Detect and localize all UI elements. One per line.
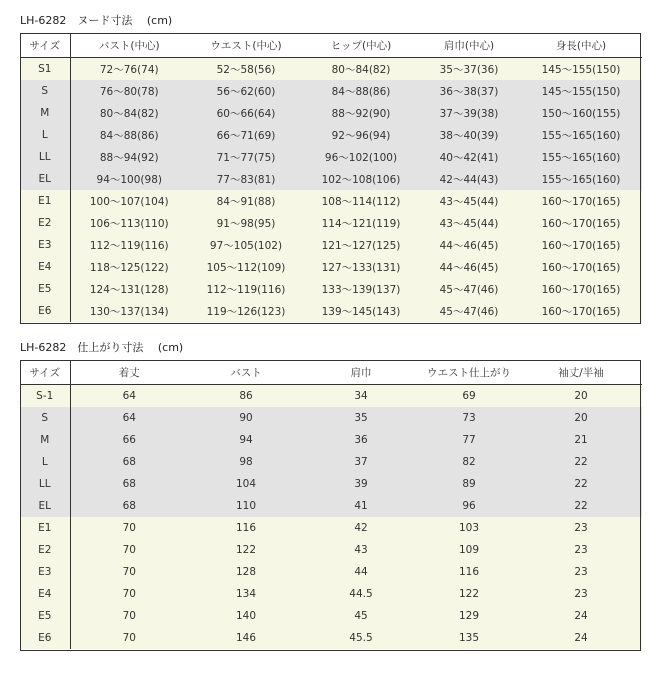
table-row bbox=[20, 278, 642, 300]
size-cell: M bbox=[20, 102, 70, 124]
column-header: 袖丈/半袖 bbox=[520, 360, 642, 385]
value-cell: 44〜46(45) bbox=[418, 256, 520, 278]
finished-size-table bbox=[20, 360, 642, 649]
value-cell: 70 bbox=[70, 517, 188, 539]
value-cell: 77〜83(81) bbox=[188, 168, 304, 190]
value-cell: 45 bbox=[304, 605, 418, 627]
value-cell: 106〜113(110) bbox=[70, 212, 188, 234]
value-cell: 37 bbox=[304, 451, 418, 473]
value-cell: 39 bbox=[304, 473, 418, 495]
value-cell: 108〜114(112) bbox=[304, 190, 418, 212]
column-header: ウエスト(中心) bbox=[188, 33, 304, 58]
size-cell: L bbox=[20, 451, 70, 473]
value-cell: 135 bbox=[418, 627, 520, 649]
value-cell: 24 bbox=[520, 627, 642, 649]
value-cell: 23 bbox=[520, 539, 642, 561]
column-header: バスト(中心) bbox=[70, 33, 188, 58]
value-cell: 97〜105(102) bbox=[188, 234, 304, 256]
value-cell: 66 bbox=[70, 429, 188, 451]
table-row bbox=[20, 102, 642, 124]
value-cell: 23 bbox=[520, 517, 642, 539]
value-cell: 160〜170(165) bbox=[520, 190, 642, 212]
size-cell: E3 bbox=[20, 561, 70, 583]
value-cell: 96 bbox=[418, 495, 520, 517]
value-cell: 43〜45(44) bbox=[418, 212, 520, 234]
value-cell: 128 bbox=[188, 561, 304, 583]
value-cell: 130〜137(134) bbox=[70, 300, 188, 322]
size-column-header: サイズ bbox=[20, 360, 70, 385]
value-cell: 127〜133(131) bbox=[304, 256, 418, 278]
value-cell: 104 bbox=[188, 473, 304, 495]
table-row bbox=[20, 451, 642, 473]
value-cell: 21 bbox=[520, 429, 642, 451]
value-cell: 56〜62(60) bbox=[188, 80, 304, 102]
size-cell: LL bbox=[20, 473, 70, 495]
value-cell: 43〜45(44) bbox=[418, 190, 520, 212]
value-cell: 22 bbox=[520, 473, 642, 495]
value-cell: 68 bbox=[70, 495, 188, 517]
size-cell: M bbox=[20, 429, 70, 451]
size-cell: S-1 bbox=[20, 385, 70, 408]
value-cell: 43 bbox=[304, 539, 418, 561]
value-cell: 68 bbox=[70, 451, 188, 473]
value-cell: 60〜66(64) bbox=[188, 102, 304, 124]
size-cell: E1 bbox=[20, 190, 70, 212]
value-cell: 42 bbox=[304, 517, 418, 539]
value-cell: 23 bbox=[520, 561, 642, 583]
value-cell: 84〜88(86) bbox=[304, 80, 418, 102]
value-cell: 129 bbox=[418, 605, 520, 627]
value-cell: 100〜107(104) bbox=[70, 190, 188, 212]
size-cell: EL bbox=[20, 168, 70, 190]
table-row bbox=[20, 212, 642, 234]
value-cell: 105〜112(109) bbox=[188, 256, 304, 278]
value-cell: 119〜126(123) bbox=[188, 300, 304, 322]
value-cell: 122 bbox=[188, 539, 304, 561]
size-cell: S bbox=[20, 407, 70, 429]
value-cell: 64 bbox=[70, 407, 188, 429]
table-row bbox=[20, 605, 642, 627]
value-cell: 42〜44(43) bbox=[418, 168, 520, 190]
column-header: 着丈 bbox=[70, 360, 188, 385]
value-cell: 35〜37(36) bbox=[418, 58, 520, 81]
value-cell: 36 bbox=[304, 429, 418, 451]
value-cell: 160〜170(165) bbox=[520, 212, 642, 234]
value-cell: 70 bbox=[70, 561, 188, 583]
value-cell: 41 bbox=[304, 495, 418, 517]
table-row bbox=[20, 385, 642, 408]
value-cell: 40〜42(41) bbox=[418, 146, 520, 168]
value-cell: 45.5 bbox=[304, 627, 418, 649]
table-row bbox=[20, 234, 642, 256]
value-cell: 23 bbox=[520, 583, 642, 605]
value-cell: 45〜47(46) bbox=[418, 300, 520, 322]
table-row bbox=[20, 124, 642, 146]
value-cell: 64 bbox=[70, 385, 188, 408]
size-cell: E4 bbox=[20, 256, 70, 278]
value-cell: 22 bbox=[520, 451, 642, 473]
value-cell: 102〜108(106) bbox=[304, 168, 418, 190]
value-cell: 139〜145(143) bbox=[304, 300, 418, 322]
value-cell: 88〜92(90) bbox=[304, 102, 418, 124]
value-cell: 69 bbox=[418, 385, 520, 408]
table-header-row bbox=[20, 360, 642, 385]
value-cell: 103 bbox=[418, 517, 520, 539]
size-cell: E5 bbox=[20, 605, 70, 627]
value-cell: 160〜170(165) bbox=[520, 278, 642, 300]
size-cell: E4 bbox=[20, 583, 70, 605]
nude-size-table bbox=[20, 33, 642, 322]
table-row bbox=[20, 627, 642, 649]
value-cell: 112〜119(116) bbox=[70, 234, 188, 256]
value-cell: 160〜170(165) bbox=[520, 234, 642, 256]
table-row bbox=[20, 168, 642, 190]
value-cell: 73 bbox=[418, 407, 520, 429]
value-cell: 92〜96(94) bbox=[304, 124, 418, 146]
value-cell: 72〜76(74) bbox=[70, 58, 188, 81]
column-header: バスト bbox=[188, 360, 304, 385]
table-row bbox=[20, 495, 642, 517]
value-cell: 91〜98(95) bbox=[188, 212, 304, 234]
value-cell: 70 bbox=[70, 605, 188, 627]
column-header: ウエスト仕上がり bbox=[418, 360, 520, 385]
value-cell: 36〜38(37) bbox=[418, 80, 520, 102]
value-cell: 52〜58(56) bbox=[188, 58, 304, 81]
value-cell: 77 bbox=[418, 429, 520, 451]
size-cell: LL bbox=[20, 146, 70, 168]
value-cell: 70 bbox=[70, 583, 188, 605]
size-column-header: サイズ bbox=[20, 33, 70, 58]
value-cell: 98 bbox=[188, 451, 304, 473]
value-cell: 121〜127(125) bbox=[304, 234, 418, 256]
value-cell: 145〜155(150) bbox=[520, 58, 642, 81]
value-cell: 44 bbox=[304, 561, 418, 583]
value-cell: 44〜46(45) bbox=[418, 234, 520, 256]
table-row bbox=[20, 80, 642, 102]
value-cell: 44.5 bbox=[304, 583, 418, 605]
table-row bbox=[20, 539, 642, 561]
value-cell: 109 bbox=[418, 539, 520, 561]
value-cell: 68 bbox=[70, 473, 188, 495]
value-cell: 114〜121(119) bbox=[304, 212, 418, 234]
table-row bbox=[20, 190, 642, 212]
value-cell: 80〜84(82) bbox=[70, 102, 188, 124]
table-row bbox=[20, 256, 642, 278]
value-cell: 84〜88(86) bbox=[70, 124, 188, 146]
value-cell: 160〜170(165) bbox=[520, 300, 642, 322]
size-cell: L bbox=[20, 124, 70, 146]
nude-size-title: LH-6282 ヌード寸法 (cm) bbox=[20, 14, 173, 27]
value-cell: 34 bbox=[304, 385, 418, 408]
value-cell: 20 bbox=[520, 407, 642, 429]
size-cell: EL bbox=[20, 495, 70, 517]
size-cell: S1 bbox=[20, 58, 70, 81]
size-cell: E1 bbox=[20, 517, 70, 539]
table-row bbox=[20, 583, 642, 605]
value-cell: 116 bbox=[188, 517, 304, 539]
value-cell: 37〜39(38) bbox=[418, 102, 520, 124]
value-cell: 70 bbox=[70, 627, 188, 649]
value-cell: 84〜91(88) bbox=[188, 190, 304, 212]
value-cell: 110 bbox=[188, 495, 304, 517]
value-cell: 155〜165(160) bbox=[520, 124, 642, 146]
value-cell: 134 bbox=[188, 583, 304, 605]
value-cell: 80〜84(82) bbox=[304, 58, 418, 81]
table-row bbox=[20, 58, 642, 81]
size-cell: E6 bbox=[20, 300, 70, 322]
value-cell: 24 bbox=[520, 605, 642, 627]
value-cell: 96〜102(100) bbox=[304, 146, 418, 168]
size-cell: E3 bbox=[20, 234, 70, 256]
value-cell: 45〜47(46) bbox=[418, 278, 520, 300]
column-header: ヒップ(中心) bbox=[304, 33, 418, 58]
table-row bbox=[20, 300, 642, 322]
value-cell: 66〜71(69) bbox=[188, 124, 304, 146]
value-cell: 90 bbox=[188, 407, 304, 429]
table-row bbox=[20, 517, 642, 539]
value-cell: 38〜40(39) bbox=[418, 124, 520, 146]
value-cell: 118〜125(122) bbox=[70, 256, 188, 278]
value-cell: 71〜77(75) bbox=[188, 146, 304, 168]
value-cell: 116 bbox=[418, 561, 520, 583]
size-cell: E2 bbox=[20, 212, 70, 234]
size-cell: S bbox=[20, 80, 70, 102]
value-cell: 140 bbox=[188, 605, 304, 627]
table-row bbox=[20, 561, 642, 583]
table-row bbox=[20, 146, 642, 168]
value-cell: 112〜119(116) bbox=[188, 278, 304, 300]
table-row bbox=[20, 407, 642, 429]
table-row bbox=[20, 429, 642, 451]
size-cell: E5 bbox=[20, 278, 70, 300]
table-header-row bbox=[20, 33, 642, 58]
column-header: 肩巾 bbox=[304, 360, 418, 385]
value-cell: 89 bbox=[418, 473, 520, 495]
column-header: 肩巾(中心) bbox=[418, 33, 520, 58]
value-cell: 94〜100(98) bbox=[70, 168, 188, 190]
value-cell: 122 bbox=[418, 583, 520, 605]
value-cell: 22 bbox=[520, 495, 642, 517]
value-cell: 145〜155(150) bbox=[520, 80, 642, 102]
finished-size-title: LH-6282 仕上がり寸法 (cm) bbox=[20, 341, 184, 354]
value-cell: 88〜94(92) bbox=[70, 146, 188, 168]
value-cell: 35 bbox=[304, 407, 418, 429]
value-cell: 146 bbox=[188, 627, 304, 649]
value-cell: 155〜165(160) bbox=[520, 146, 642, 168]
value-cell: 133〜139(137) bbox=[304, 278, 418, 300]
value-cell: 155〜165(160) bbox=[520, 168, 642, 190]
column-header: 身長(中心) bbox=[520, 33, 642, 58]
value-cell: 124〜131(128) bbox=[70, 278, 188, 300]
value-cell: 86 bbox=[188, 385, 304, 408]
table-row bbox=[20, 473, 642, 495]
value-cell: 20 bbox=[520, 385, 642, 408]
value-cell: 94 bbox=[188, 429, 304, 451]
size-cell: E2 bbox=[20, 539, 70, 561]
value-cell: 82 bbox=[418, 451, 520, 473]
value-cell: 70 bbox=[70, 539, 188, 561]
value-cell: 150〜160(155) bbox=[520, 102, 642, 124]
value-cell: 160〜170(165) bbox=[520, 256, 642, 278]
value-cell: 76〜80(78) bbox=[70, 80, 188, 102]
size-cell: E6 bbox=[20, 627, 70, 649]
